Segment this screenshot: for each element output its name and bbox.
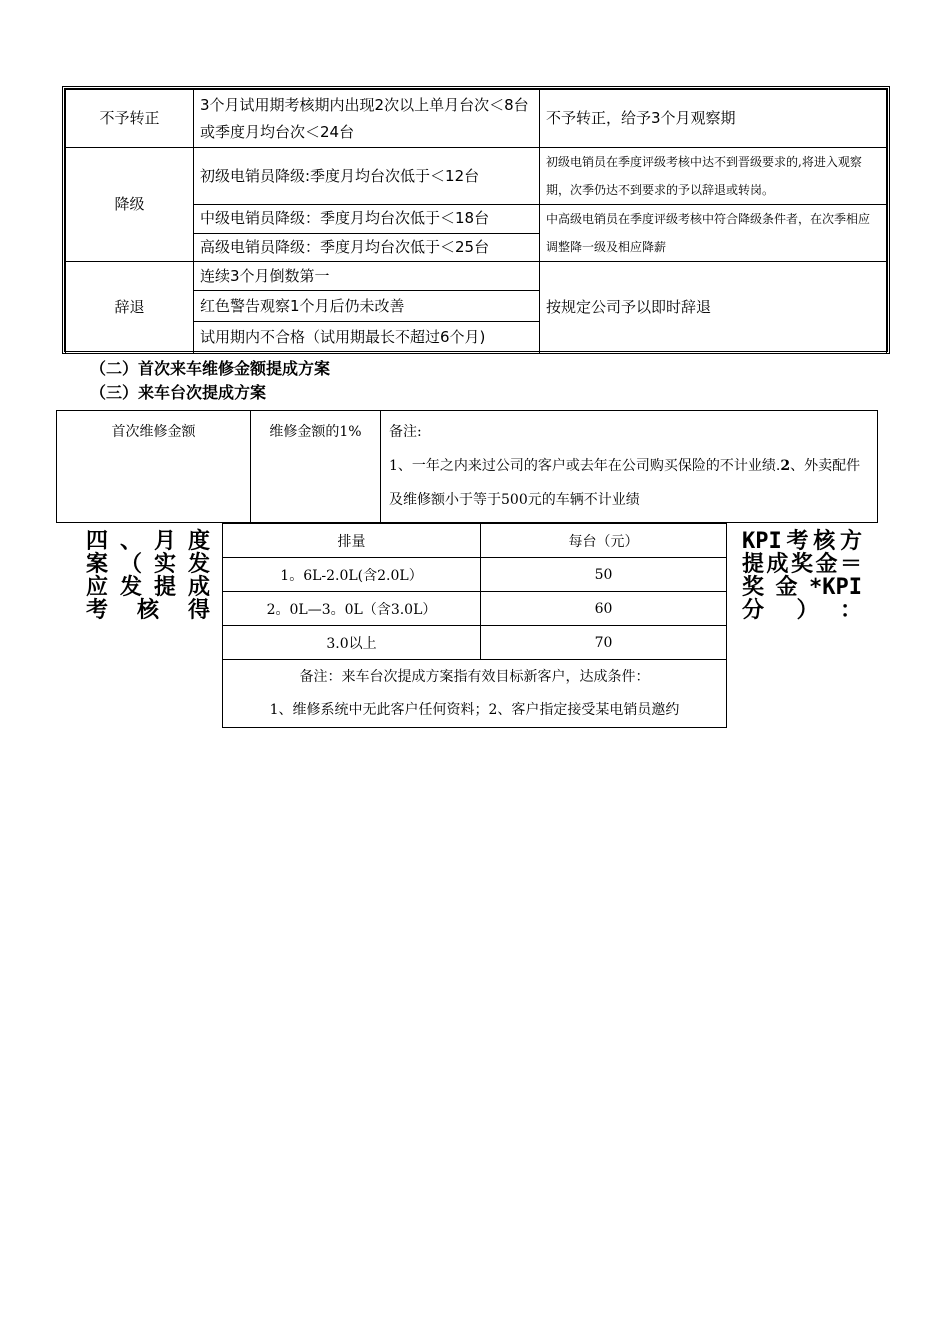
- section4-right-text: [742, 530, 862, 622]
- condition-mid-demotion: 中级电销员降级：季度月均台次低于＜18台: [194, 205, 540, 234]
- category-dismissal: 辞退: [66, 262, 194, 354]
- displacement-commission-table: [222, 523, 727, 728]
- displacement-cell: 1。6L-2.0L(含2.0L）: [223, 558, 481, 592]
- note-line1: 1、一年之内来过公司的客户或去年在公司购买保险的不计业绩.: [389, 458, 781, 474]
- condition-junior-demotion: 初级电销员降级:季度月均台次低于＜12台: [194, 148, 540, 205]
- first-repair-note: [381, 411, 878, 523]
- result-dismissal: 按规定公司予以即时辞退: [540, 262, 887, 354]
- heading-visit-count-commission: （三）来车台次提成方案: [90, 383, 267, 402]
- amount-cell: 60: [481, 592, 727, 626]
- header-per-unit: 每台（元）: [481, 524, 727, 558]
- header-displacement: 排量: [223, 524, 481, 558]
- section4-left-line: 四、月度: [86, 529, 210, 554]
- condition-probation-fail: 试用期内不合格（试用期最长不超过6个月): [194, 322, 540, 354]
- category-no-regularization: 不予转正: [66, 90, 194, 148]
- first-repair-amount-label: 首次维修金额: [57, 411, 251, 523]
- result-junior-demotion: 初级电销员在季度评级考核中达不到晋级要求的,将进入观察期，次季仍达不到要求的予以辞退或转岗。: [540, 148, 887, 205]
- result-no-regularization: 不予转正，给予3个月观察期: [540, 90, 887, 148]
- section4-left-line: 考核得: [86, 598, 210, 623]
- note-label: 备注:: [389, 424, 422, 440]
- heading-first-repair-commission: （二）首次来车维修金额提成方案: [90, 359, 331, 378]
- condition-senior-demotion: 高级电销员降级：季度月均台次低于＜25台: [194, 233, 540, 262]
- condition-no-regularization: 3个月试用期考核期内出现2次以上单月台次＜8台或季度月均台次＜24台: [194, 90, 540, 148]
- section4-left-line: 应发提成: [86, 575, 210, 600]
- section4-right-line: 分）：: [742, 598, 862, 623]
- visit-commission-note: [223, 660, 727, 728]
- category-demotion: 降级: [66, 148, 194, 262]
- section4-right-line: KPI考核方: [742, 529, 862, 554]
- section4-right-line: 奖金*KPI: [742, 575, 862, 600]
- displacement-cell: 3.0以上: [223, 626, 481, 660]
- note-item-number: 2: [780, 458, 791, 474]
- note-line: 备注：来车台次提成方案指有效目标新客户，达成条件：: [299, 668, 650, 685]
- evaluation-table: [62, 86, 890, 354]
- first-repair-table: [56, 410, 878, 523]
- section4-left-line: 案（实发: [86, 552, 210, 577]
- amount-cell: 70: [481, 626, 727, 660]
- note-line2: 、外卖配件及维修额小于等于500元的车辆不计业绩: [389, 458, 861, 508]
- displacement-cell: 2。0L—3。0L（含3.0L）: [223, 592, 481, 626]
- section4-left-text: [86, 530, 210, 622]
- section4-right-line: 提成奖金＝: [742, 552, 862, 577]
- amount-cell: 50: [481, 558, 727, 592]
- condition-last-place: 连续3个月倒数第一: [194, 262, 540, 291]
- note-line: 1、维修系统中无此客户任何资料；2、客户指定接受某电销员邀约: [269, 701, 680, 718]
- result-mid-senior-demotion: 中高级电销员在季度评级考核中符合降级条件者，在次季相应调整降一级及相应降薪: [540, 205, 887, 262]
- condition-red-warning: 红色警告观察1个月后仍未改善: [194, 291, 540, 322]
- commission-rate: 维修金额的1%: [251, 411, 381, 523]
